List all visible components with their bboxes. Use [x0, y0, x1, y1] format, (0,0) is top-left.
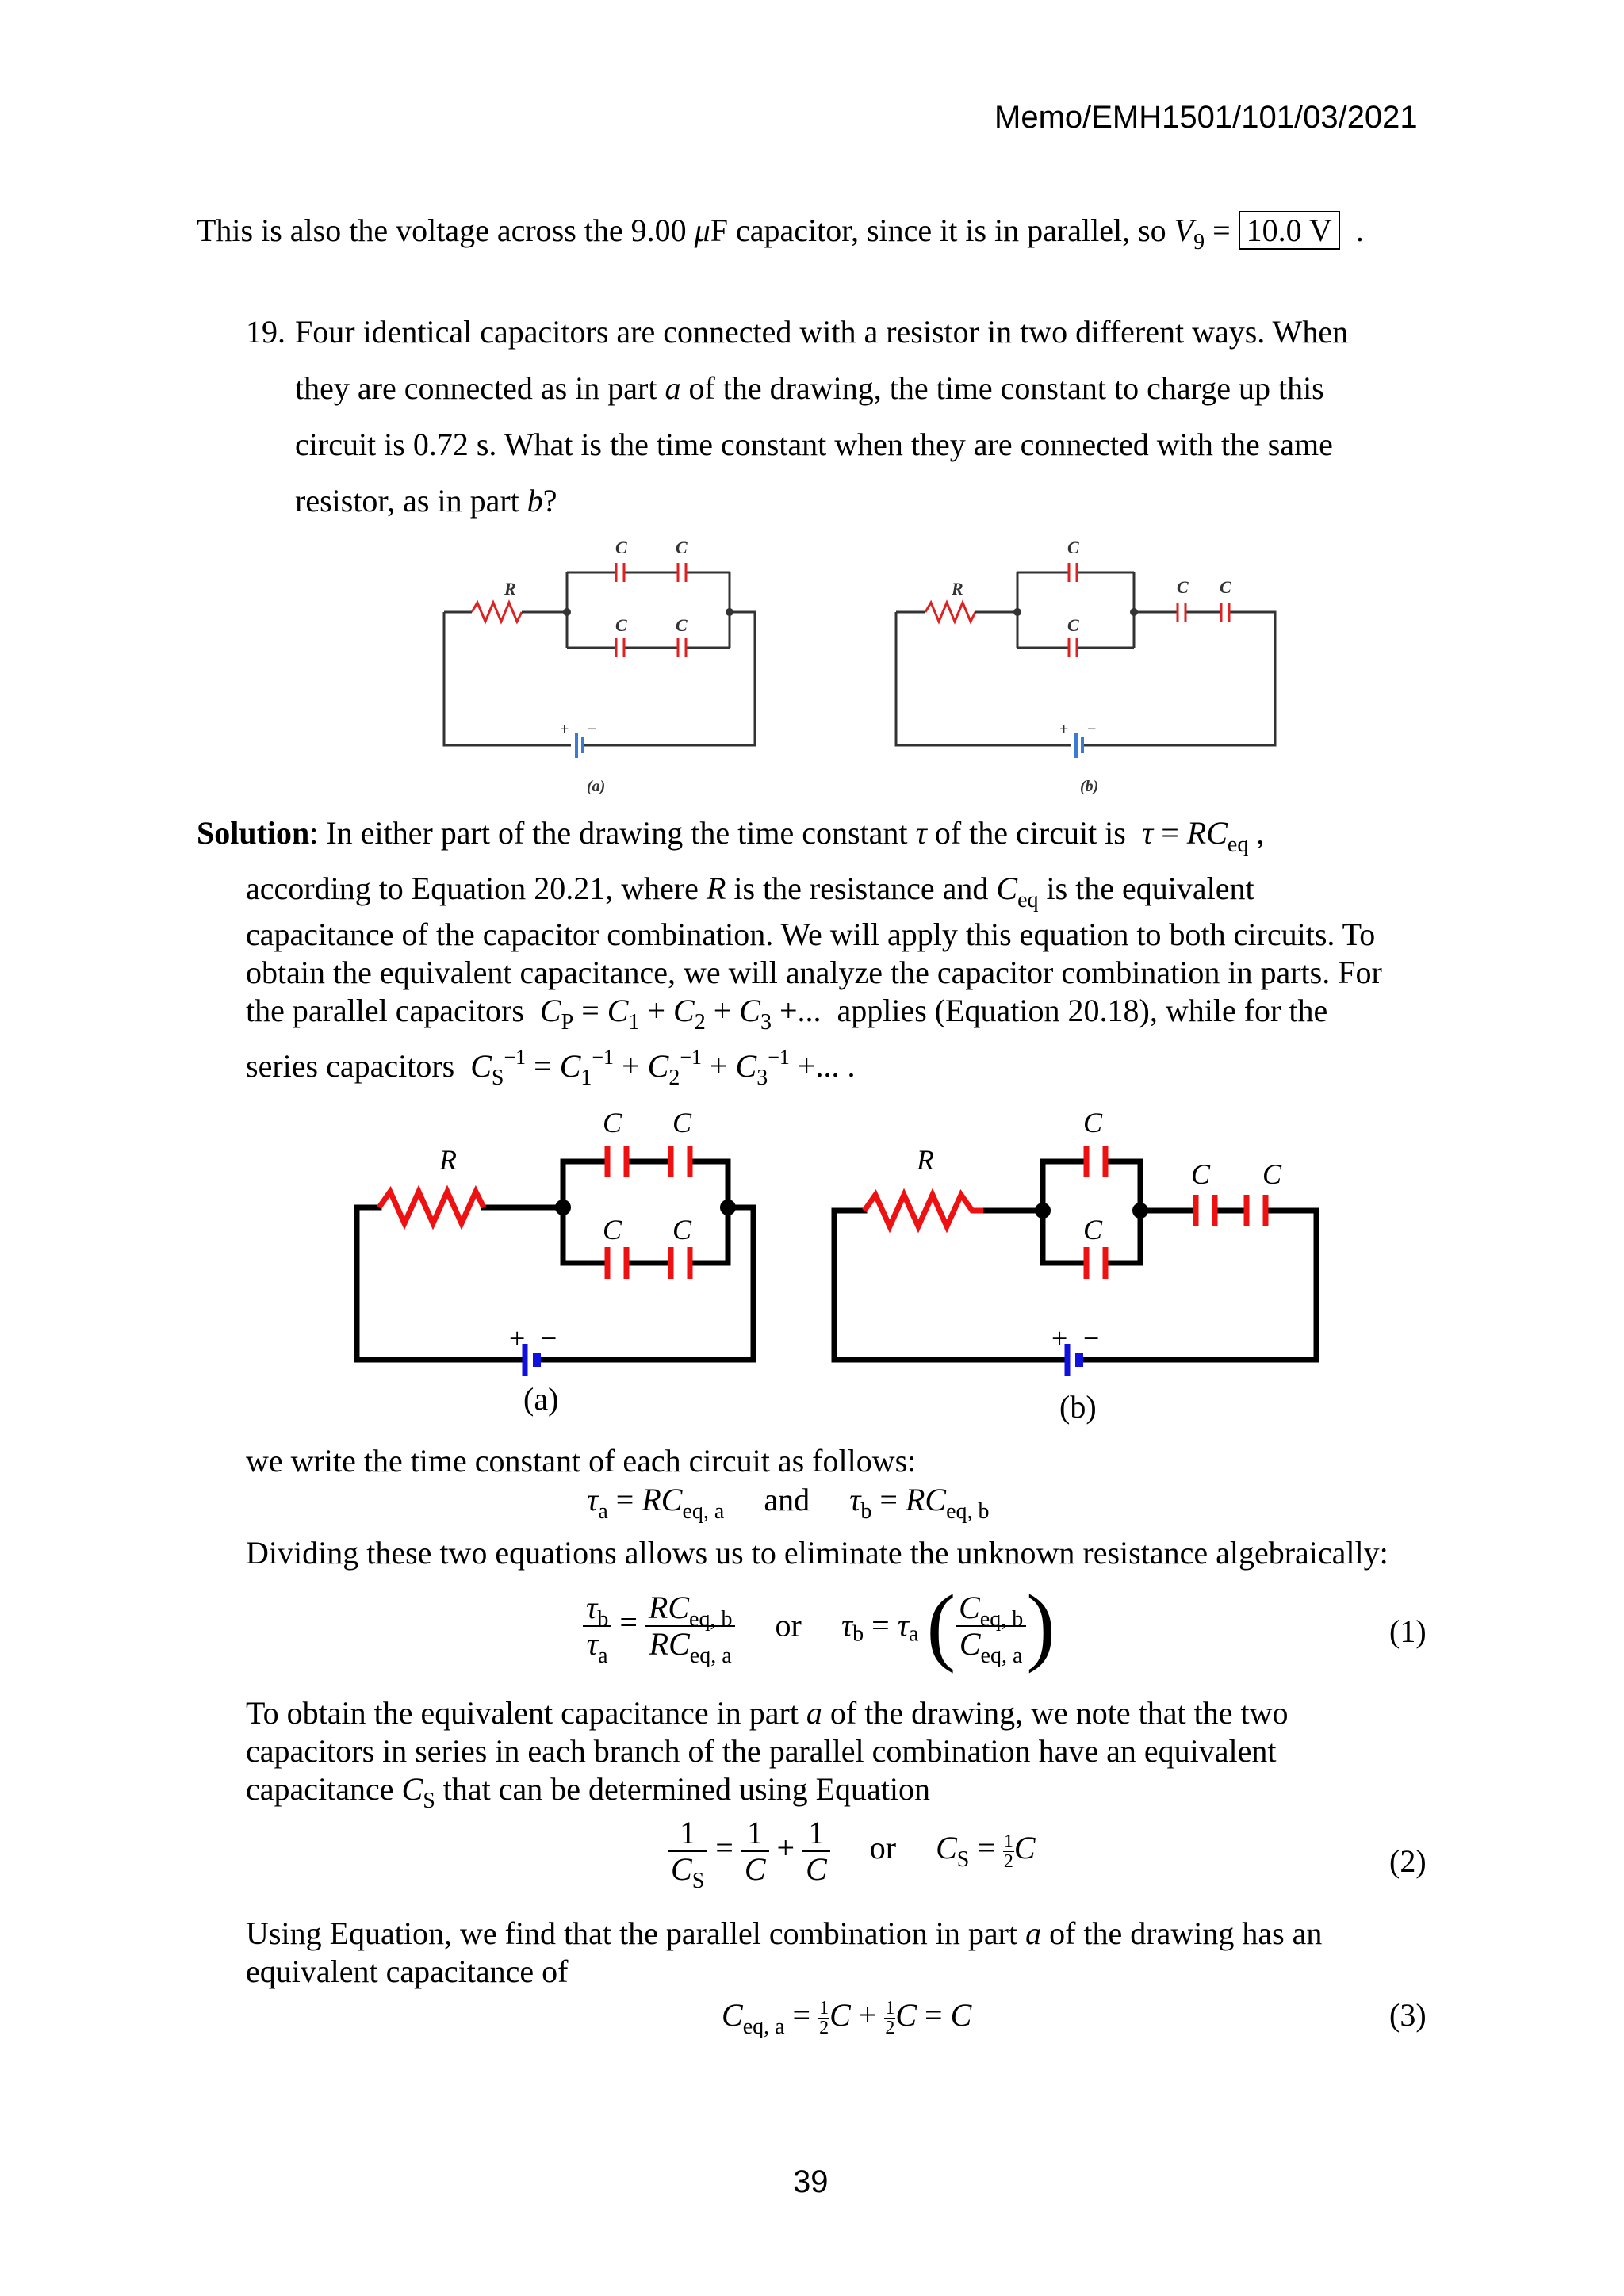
- para3-line-1: Using Equation, we find that the parallel combination in part a of the drawing has an: [246, 1915, 1323, 1951]
- solution-line-6: series capacitors $C_S^{-1} = C_1^{-1} + C_2^{-1} + C_3^{-1}$ +... .: [246, 1046, 856, 1090]
- solution-circuit-figure: [333, 1102, 1348, 1443]
- fig-small-a-C3: C: [615, 615, 627, 635]
- fig-small-b-C3: C: [1177, 577, 1189, 597]
- fig-a-C2-label: C: [672, 1107, 692, 1138]
- para2-line-3: capacitance $C_S$ that can be determined using Equation: [246, 1771, 931, 1813]
- svg-text:−: −: [588, 721, 597, 738]
- fig-small-caption-a: (a): [587, 778, 606, 795]
- svg-text:+: +: [560, 721, 569, 738]
- fig-b-C3-label: C: [1191, 1158, 1211, 1190]
- para2-line-2: capacitors in series in each branch of the parallel combination have an equivalent: [246, 1733, 1277, 1769]
- svg-text:−: −: [1083, 1322, 1100, 1354]
- problem-line-3: circuit is 0.72 s. What is the time constant when they are connected with the same: [295, 427, 1333, 462]
- dividing-line: Dividing these two equations allows us to eliminate the unknown resistance algebraically:: [246, 1535, 1388, 1571]
- para3-line-2: equivalent capacitance of: [246, 1954, 569, 1989]
- fig-b-C2-label: C: [1083, 1214, 1103, 1246]
- svg-text:+: +: [1059, 721, 1069, 738]
- boxed-answer: 10.0 V: [1239, 211, 1340, 250]
- svg-text:+: +: [1051, 1322, 1068, 1354]
- solution-label: Solution: [197, 815, 310, 851]
- fig-small-a-C2: C: [676, 538, 688, 557]
- fig-small-b-C1: C: [1067, 538, 1079, 557]
- after-figure-line: we write the time constant of each circuit as follows:: [246, 1443, 917, 1479]
- solution-line-5: the parallel capacitors $C_P = C_1 + C_2 + C_3$ +... applies (Equation 20.18), while for the: [246, 993, 1328, 1035]
- equation-3-number: (3): [1389, 1997, 1427, 2033]
- equation-2-number: (2): [1389, 1843, 1427, 1879]
- equation-3: $C_{eq, a}$ = $\frac{1}{2}$ C + $\frac{1}{2}$ C = C: [722, 1997, 972, 2039]
- fig-caption-b: (b): [1059, 1389, 1097, 1425]
- fig-small-b-R: R: [952, 579, 963, 599]
- fig-small-a-R: R: [504, 579, 516, 599]
- fig-caption-a: (a): [523, 1381, 559, 1417]
- solution-line-2: according to Equation 20.21, where R is the resistance and $C_{eq}$ is the equivalent: [246, 871, 1254, 913]
- fig-small-b-C2: C: [1067, 615, 1079, 635]
- problem-line-1: Four identical capacitors are connected with a resistor in two different ways. When: [295, 314, 1349, 350]
- para2-line-1: To obtain the equivalent capacitance in part a of the drawing, we note that the two: [246, 1695, 1289, 1731]
- fig-small-a-C1: C: [615, 538, 627, 557]
- fig-small-a-C4: C: [676, 615, 688, 635]
- fig-b-C1-label: C: [1083, 1107, 1103, 1138]
- problem-number: 19.: [246, 314, 285, 350]
- solution-line-4: obtain the equivalent capacitance, we will analyze the capacitor combination in parts. For: [246, 955, 1382, 990]
- intro-line: This is also the voltage across the 9.00 μF capacitor, since it is in parallel, so $V_9 = 10.0$ V .: [197, 212, 1364, 254]
- fig-small-b-C4: C: [1220, 577, 1231, 597]
- fig-small-caption-b: (b): [1080, 778, 1099, 795]
- problem-line-4: resistor, as in part b?: [295, 483, 557, 519]
- solution-line-1: Solution: In either part of the drawing the time constant τ of the circuit is $\tau = RC_{eq}$ ,: [197, 815, 1265, 857]
- fig-a-R-label: R: [439, 1144, 457, 1176]
- svg-text:−: −: [1087, 721, 1097, 738]
- fig-a-C3-label: C: [603, 1214, 622, 1246]
- svg-text:+: +: [509, 1322, 526, 1354]
- equation-1: $\frac{\tau_b}{\tau_a}$ = $\frac{RC_{eq, b}}{RC_{eq, a}}$ or $\tau_b = \tau_a$ ( $\frac{C_{eq, b}}{C_{eq, a}}$ ): [583, 1578, 1055, 1674]
- page-number: 39: [793, 2164, 829, 2199]
- svg-text:−: −: [541, 1322, 557, 1354]
- fig-a-C4-label: C: [672, 1214, 692, 1246]
- equation-1-number: (1): [1389, 1613, 1427, 1649]
- tau-equations: $\tau_a = RC_{eq, a}$ and $\tau_b = RC_{eq, b}$: [587, 1482, 990, 1524]
- memo-code: Memo/EMH1501/101/03/2021: [994, 100, 1418, 135]
- fig-b-R-label: R: [917, 1144, 934, 1176]
- textbook-circuit-figure: [428, 533, 1308, 802]
- equation-2: $\frac{1}{C_S}$ = $\frac{1}{C}$ + $\frac{1}{C}$ or $C_S$ = $\frac{1}{2}$ C: [668, 1816, 1036, 1887]
- fig-a-C1-label: C: [603, 1107, 622, 1138]
- fig-b-C4-label: C: [1262, 1158, 1282, 1190]
- problem-line-2: they are connected as in part a of the drawing, the time constant to charge up this: [295, 370, 1324, 406]
- solution-line-3: capacitance of the capacitor combination. We will apply this equation to both circuits. To: [246, 916, 1376, 952]
